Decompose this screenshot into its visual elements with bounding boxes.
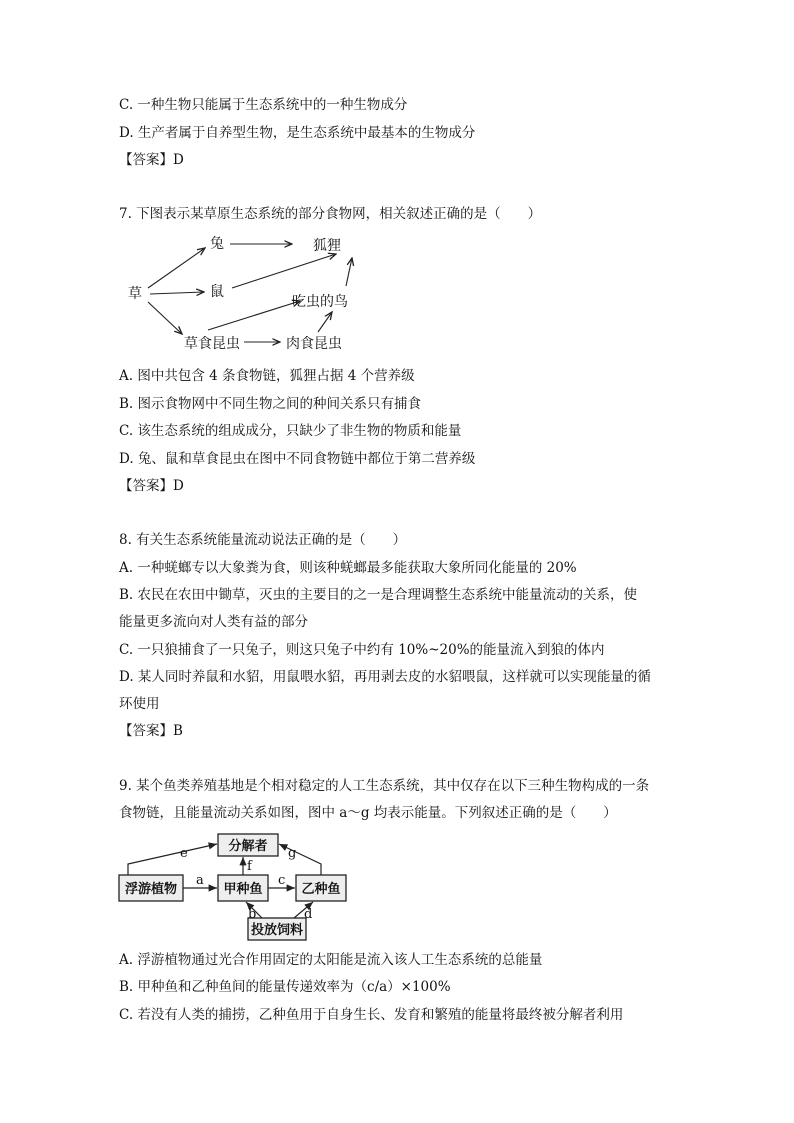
option-b-q8-line1: B. 农民在农田中锄草，灭虫的主要目的之一是合理调整生态系统中能量流动的关系，使 [119,587,638,603]
arrow-bird-fox [346,258,352,286]
option-d-q6: D. 生产者属于自养型生物，是生态系统中最基本的生物成分 [119,125,476,141]
node-grass: 草 [128,286,142,302]
label-e: e [180,846,188,861]
node-herb-insect: 草食昆虫 [184,336,240,352]
arrow-grass-herbinsect [148,302,182,334]
node-plankton: 浮游植物 [124,882,178,897]
option-a-q7: A. 图中共包含 4 条食物链，狐狸占据 4 个营养级 [119,368,415,384]
question-7-stem: 7. 下图表示某草原生态系统的部分食物网，相关叙述正确的是（ ） [119,206,542,222]
arrow-e [128,844,217,875]
option-c-q6: C. 一种生物只能属于生态系统中的一种生物成分 [119,97,408,113]
option-a-q9: A. 浮游植物通过光合作用固定的太阳能是流入该人工生态系统的总能量 [119,952,543,968]
option-c-q8: C. 一只狼捕食了一只兔子，则这只兔子中约有 10%~20%的能量流入到狼的体内 [119,642,605,658]
answer-q7: 【答案】D [119,478,184,494]
arrow-herbinsect-bird [208,301,300,330]
arrow-carninsect-bird [318,312,332,332]
option-b-q7: B. 图示食物网中不同生物之间的种间关系只有捕食 [119,396,422,412]
arrow-g [279,844,321,875]
energy-flow-diagram [118,830,378,942]
arrow-grass-rabbit [148,248,205,288]
node-feed: 投放饲料 [250,923,304,938]
answer-q8: 【答案】B [119,723,183,739]
label-b: b [248,907,257,922]
question-9-stem-line2: 食物链，且能量流动关系如图，图中 a～g 均表示能量。下列叙述正确的是（ ） [119,805,617,821]
label-c: c [278,873,286,888]
question-9-stem-line1: 9. 某个鱼类养殖基地是个相对稳定的人工生态系统，其中仅存在以下三种生物构成的一条 [119,778,650,794]
option-d-q8-line1: D. 某人同时养鼠和水貂，用鼠喂水貂，再用剥去皮的水貂喂鼠，这样就可以实现能量的循 [119,669,651,685]
food-web-diagram [120,226,380,360]
node-rabbit: 兔 [210,236,224,252]
label-a: a [196,873,204,888]
label-f: f [247,859,252,874]
node-fox: 狐狸 [313,238,341,254]
option-c-q7: C. 该生态系统的组成成分，只缺少了非生物的物质和能量 [119,423,462,439]
node-fish-b: 乙种鱼 [301,882,341,897]
option-c-q9: C. 若没有人类的捕捞，乙种鱼用于自身生长、发育和繁殖的能量将最终被分解者利用 [119,1007,624,1023]
option-b-q8-line2: 能量更多流向对人类有益的部分 [119,614,308,630]
option-d-q8-line2: 环使用 [119,696,160,712]
answer-q6: 【答案】D [119,152,184,168]
option-b-q9: B. 甲种鱼和乙种鱼间的能量传递效率为（c/a）×100% [119,979,451,995]
option-a-q8: A. 一种蜣螂专以大象粪为食，则该种蜣螂最多能获取大象所同化能量的 20% [119,560,577,576]
node-insect-bird: 吃虫的鸟 [292,294,348,310]
arrow-grass-mouse [150,292,204,294]
node-fish-a: 甲种鱼 [223,882,263,897]
node-mouse: 鼠 [210,284,224,300]
question-8-stem: 8. 有关生态系统能量流动说法正确的是（ ） [119,532,407,548]
label-g: g [288,846,297,861]
option-d-q7: D. 兔、鼠和草食昆虫在图中不同食物链中都位于第二营养级 [119,451,476,467]
label-d: d [304,907,313,922]
node-decomposer: 分解者 [228,839,268,854]
arrow-mouse-fox [232,254,336,288]
node-carn-insect: 肉食昆虫 [286,336,342,352]
